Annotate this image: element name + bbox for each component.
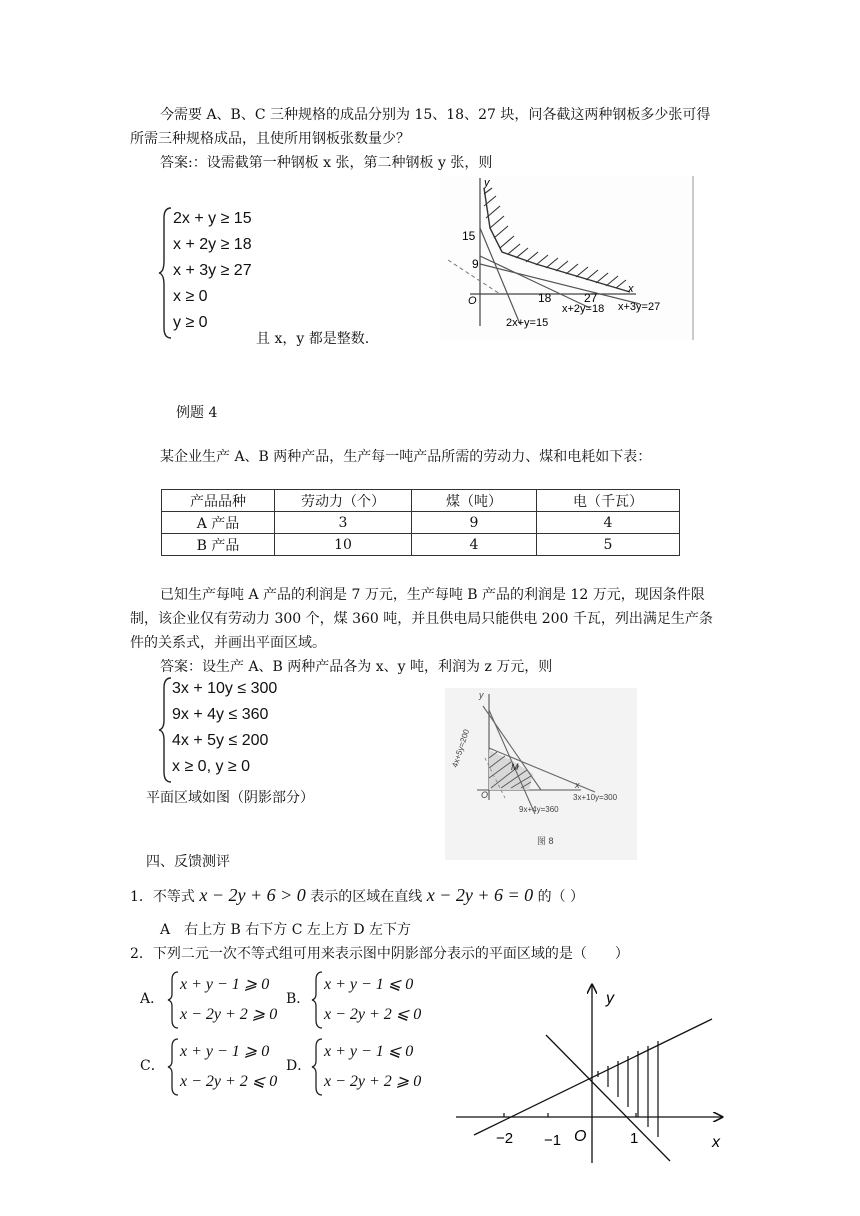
- table-header: 劳动力（个）: [275, 490, 412, 512]
- brace-icon: [310, 970, 324, 1030]
- para2-line3: 件的关系式，并画出平面区域。: [130, 635, 326, 651]
- fig2-point-label: M: [511, 762, 519, 772]
- q1-mid: 表示的区域在直线: [310, 889, 423, 905]
- system1-row: 2x + y ≥ 15: [173, 210, 252, 227]
- fig1-y-tick: 15: [462, 229, 476, 243]
- brace-icon: [166, 1037, 180, 1097]
- fig3-origin-label: O: [574, 1128, 587, 1145]
- fig1-line-label: 2x+y=15: [506, 317, 549, 329]
- fig3-x-tick: −1: [544, 1132, 562, 1149]
- table-row: [162, 512, 680, 534]
- fig2-origin-label: O: [481, 790, 489, 800]
- fig1-line-label: x+3y=27: [618, 301, 661, 313]
- resource-table: [161, 489, 680, 556]
- para2-line1: 已知生产每吨 A 产品的利润是 7 万元，生产每吨 B 产品的利润是 12 万元，现因条件限: [160, 587, 705, 603]
- fig3-x-tick: 1: [630, 1130, 639, 1147]
- q2-option-a-label: A．: [140, 991, 165, 1007]
- fig1-line-label: x+2y=18: [562, 303, 605, 315]
- problem-text-line1: 今需要 A、B、C 三种规格的成品分别为 15、18、27 块，问各截这两种钢板多少张可得: [160, 107, 711, 123]
- q1-inequality: x − 2y + 6 > 0: [199, 885, 306, 905]
- example-title: 例题 4: [176, 405, 218, 421]
- region-note: 平面区域如图（阴影部分）: [146, 790, 314, 806]
- q1-options: A 右上方 B 右下方 C 左上方 D 左下方: [160, 922, 412, 938]
- answer2-text: 答案：设生产 A、B 两种产品各为 x、y 吨，利润为 z 万元，则: [160, 659, 553, 675]
- integer-note: 且 x，y 都是整数.: [256, 331, 370, 347]
- fig3-y-axis-label: y: [606, 990, 614, 1007]
- fig2-y-axis-label: y: [479, 690, 484, 700]
- fig1-x-tick: 27: [584, 291, 598, 305]
- fig2-x-axis-label: x: [575, 780, 580, 790]
- q2-d-row: x + y − 1 ⩽ 0: [324, 1043, 414, 1060]
- example-intro: 某企业生产 A、B 两种产品，生产每一吨产品所需的劳动力、煤和电耗如下表：: [160, 449, 652, 465]
- system2-row: 4x + 5y ≤ 200: [172, 732, 269, 749]
- answer1-text: 答案:：设需截第一种钢板 x 张，第二种钢板 y 张，则: [160, 155, 493, 171]
- q2-option-c-label: C．: [140, 1058, 165, 1074]
- fig2-line-label: 4x+5y=200: [450, 728, 472, 769]
- fig1-x-axis-label: x: [628, 283, 634, 295]
- q1-prefix: 1．不等式: [130, 889, 195, 905]
- figure-3: [450, 975, 740, 1175]
- table-cell: 3: [275, 512, 412, 534]
- system1-row: y ≥ 0: [173, 314, 208, 331]
- table-header: 煤（吨）: [412, 490, 537, 512]
- table-cell: 4: [537, 512, 680, 534]
- question-1: [130, 882, 584, 910]
- fig3-x-axis-label: x: [712, 1134, 720, 1151]
- system2-row: x ≥ 0, y ≥ 0: [172, 758, 251, 775]
- fig1-y-tick: 9: [472, 257, 479, 271]
- q2-b-row: x + y − 1 ⩽ 0: [324, 976, 414, 993]
- q2-option-d: [324, 1037, 421, 1097]
- table-cell: 10: [275, 534, 412, 556]
- q2-c-row: x − 2y + 2 ⩽ 0: [180, 1073, 278, 1090]
- q2-option-a: [180, 970, 277, 1030]
- figure-1: [440, 176, 694, 340]
- q2-option-c: [180, 1037, 277, 1097]
- q2-option-b: [324, 970, 421, 1030]
- figure-2: [445, 688, 637, 860]
- table-cell: 9: [412, 512, 537, 534]
- fig1-x-tick: 18: [538, 291, 552, 305]
- system1-row: x ≥ 0: [173, 288, 208, 305]
- q2-c-row: x + y − 1 ⩾ 0: [180, 1043, 270, 1060]
- q2-d-row: x − 2y + 2 ⩾ 0: [324, 1073, 422, 1090]
- q2-option-d-label: D．: [286, 1058, 312, 1074]
- brace-icon: [310, 1037, 324, 1097]
- fig2-line-label: 3x+10y=300: [573, 793, 618, 802]
- fig3-x-tick: −2: [496, 1130, 514, 1147]
- section-title: 四、反馈测评: [146, 854, 230, 870]
- table-header-row: [162, 490, 680, 512]
- table-header: 电（千瓦）: [537, 490, 680, 512]
- brace-icon: [158, 206, 174, 340]
- fig1-y-axis-label: y: [484, 177, 490, 189]
- table-row: [162, 534, 680, 556]
- system2-row: 3x + 10y ≤ 300: [172, 680, 278, 697]
- fig2-caption: 图 8: [537, 836, 554, 846]
- table-cell: 5: [537, 534, 680, 556]
- q2-option-b-label: B．: [286, 991, 311, 1007]
- table-cell: 4: [412, 534, 537, 556]
- q2-a-row: x − 2y + 2 ⩾ 0: [180, 1006, 278, 1023]
- system1-row: x + 2y ≥ 18: [173, 236, 252, 253]
- para2-line2: 制，该企业仅有劳动力 300 个，煤 360 吨，并且供电局只能供电 200 千瓦，列出满足生产条: [130, 611, 713, 627]
- q1-line: x − 2y + 6 = 0: [426, 885, 534, 905]
- question-2: 2．下列二元一次不等式组可用来表示图中阴影部分表示的平面区域的是（ ）: [130, 946, 629, 962]
- table-cell: A 产品: [162, 512, 275, 534]
- table-header: 产品品种: [162, 490, 275, 512]
- system1-row: x + 3y ≥ 27: [173, 262, 252, 279]
- system2-row: 9x + 4y ≤ 360: [172, 706, 269, 723]
- fig2-line-label: 9x+4y=360: [519, 805, 559, 814]
- brace-icon: [166, 970, 180, 1030]
- problem-text-line2: 所需三种规格成品，且使所用钢板张数量少？: [130, 131, 410, 147]
- table-cell: B 产品: [162, 534, 275, 556]
- q1-suffix: 的（ ）: [537, 889, 585, 905]
- q2-b-row: x − 2y + 2 ⩽ 0: [324, 1006, 422, 1023]
- q2-a-row: x + y − 1 ⩾ 0: [180, 976, 270, 993]
- fig1-origin-label: O: [468, 295, 477, 307]
